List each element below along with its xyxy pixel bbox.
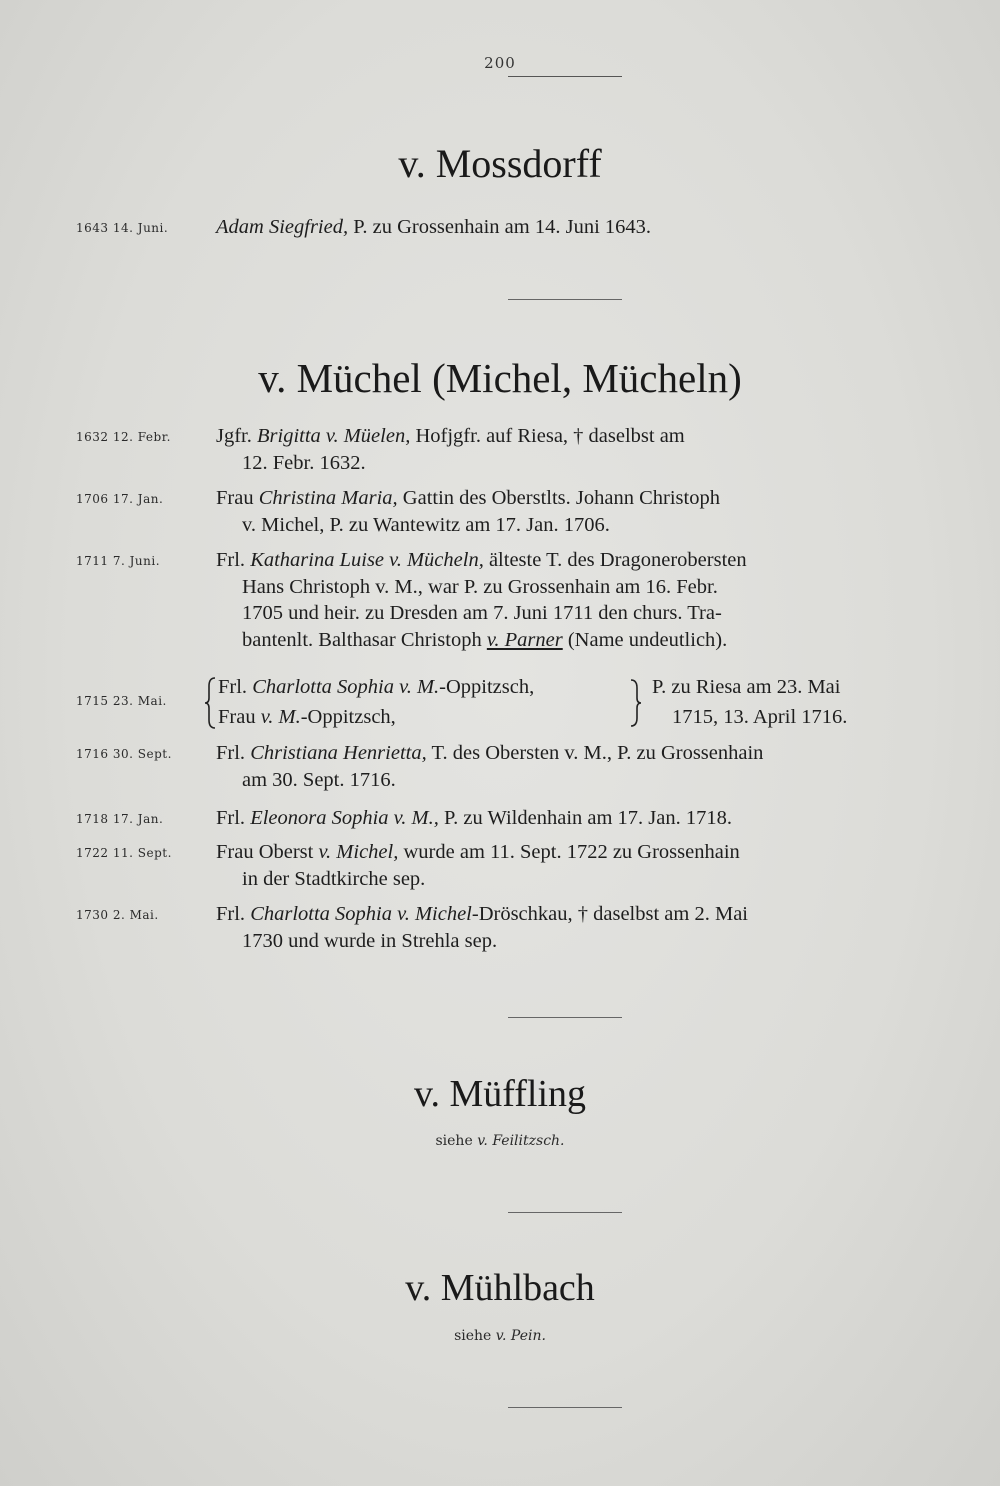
section-heading-mossdorff: v. Mossdorff [398, 141, 602, 186]
entry-text: Frl. Christiana Henrietta, T. des Obersten v. M., P. zu Grossenhain am 30. Sept. 1716. [216, 742, 764, 791]
entry-name: Katharina Luise v. Mücheln, [250, 549, 484, 571]
entry-name: v. M. [260, 706, 301, 728]
entry-date: 1716 30. Sept. [76, 747, 172, 761]
entry-right-line-2: 1715, 13. April 1716. [672, 706, 848, 728]
entry-name: Brigitta v. Müelen, [257, 425, 411, 447]
entry-name-underlined: v. Parner [486, 628, 563, 651]
entry-line-b: Frau v. M.-Oppitzsch, [218, 706, 396, 728]
entry-name: Christina Maria, [258, 487, 398, 509]
entry-name: Adam Siegfried, [216, 216, 349, 238]
section-heading-mueffling: v. Müffling [413, 1073, 587, 1115]
right-brace-icon [628, 676, 642, 730]
entry-date: 1722 11. Sept. [76, 846, 172, 860]
entry-text: Frl. Charlotta Sophia v. Michel-Dröschkau, † daselbst am 2. Mai 1730 und wurde in Strehla sep. [216, 903, 748, 952]
section-divider [508, 1017, 622, 1018]
entry-date: 1718 17. Jan. [76, 812, 164, 826]
entry-name: v. Michel, [318, 841, 399, 863]
cross-reference: siehe v. Feilitzsch. [435, 1133, 565, 1149]
entry-date: 1706 17. Jan. [76, 492, 164, 506]
entry-date: 1730 2. Mai. [76, 908, 159, 922]
entry-line-a: Frl. Charlotta Sophia v. M.-Oppitzsch, [218, 676, 535, 698]
left-brace-icon [204, 676, 218, 730]
cross-reference-target: v. Feilitzsch. [477, 1133, 565, 1149]
section-divider [508, 299, 622, 300]
entry-name: Charlotta Sophia v. Michel [250, 903, 472, 925]
section-divider [508, 1407, 622, 1408]
section-divider [508, 1212, 622, 1213]
entry-text: Jgfr. Brigitta v. Müelen, Hofjgfr. auf Riesa, † daselbst am 12. Febr. 1632. [216, 425, 685, 474]
entry-name: Charlotta Sophia v. M. [252, 676, 440, 698]
page-number: 200 [484, 54, 516, 72]
entry-right-line-1: P. zu Riesa am 23. Mai [652, 676, 841, 698]
page-number-rule [508, 76, 622, 77]
section-heading-muechel: v. Müchel (Michel, Mücheln) [258, 355, 742, 401]
entry-name: Eleonora Sophia v. M., [250, 807, 439, 829]
section-heading-muehlbach: v. Mühlbach [405, 1267, 595, 1309]
entry-text: Frau Oberst v. Michel, wurde am 11. Sept. 1722 zu Grossenhain in der Stadtkirche sep. [216, 841, 740, 890]
entry-date: 1715 23. Mai. [76, 694, 167, 708]
entry-text: Frau Christina Maria, Gattin des Oberstlts. Johann Christoph v. Michel, P. zu Wantewitz am 17. Jan. 1706. [216, 487, 720, 536]
cross-reference-target: v. Pein. [495, 1328, 546, 1344]
cross-reference: siehe v. Pein. [454, 1328, 546, 1344]
entry-date: 1643 14. Juni. [76, 221, 169, 235]
entry-text: Frl. Katharina Luise v. Mücheln, älteste T. des Dragonerobersten Hans Christoph v. M., war P. zu Grossenhain am 16. Febr. 1705 und heir. zu Dresden am 7. Juni 1711 den churs. Tra- bantenlt. Balthasar Christoph v. Parner (Name undeutlich). [216, 549, 747, 651]
entry-text: Frl. Eleonora Sophia v. M., P. zu Wildenhain am 17. Jan. 1718. [216, 807, 733, 829]
entry-date: 1711 7. Juni. [76, 554, 161, 568]
entry-text: Adam Siegfried, P. zu Grossenhain am 14. Juni 1643. [216, 216, 652, 238]
entry-name: Christiana Henrietta, [250, 742, 427, 764]
entry-date: 1632 12. Febr. [76, 430, 171, 444]
